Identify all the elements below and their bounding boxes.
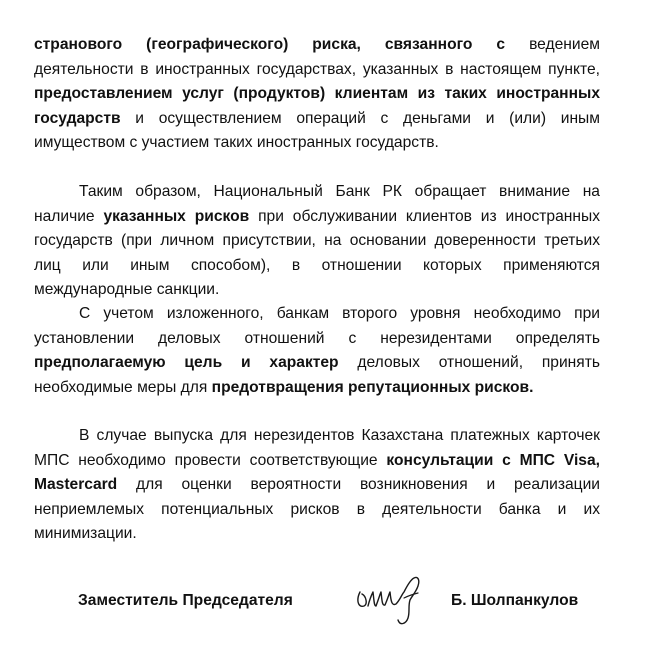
paragraph-attention-notice	[34, 180, 600, 303]
bold-phrase-reputation: предотвращения репутационных рисков.	[211, 378, 534, 396]
signatory-name: Б. Шолпанкулов	[451, 592, 579, 609]
bold-phrase-specified-risks: указанных рисков	[103, 207, 250, 225]
paragraph-text: при обслуживании клиентов из иностранных государств (при личном присутствии, на основании доверенности третьих лиц или иным способом), в отношении которых применяются международные санкции.	[34, 207, 600, 298]
bold-phrase-consultations: консультации с МПС Visa, Mastercard	[34, 451, 600, 493]
paragraph-text: В случае выпуска для нерезидентов Казахстана платежных карточек МПС необходимо провести соответствующие	[34, 427, 600, 469]
paragraph-text: для оценки вероятности возникновения и реализации неприемлемых потенциальных рисков в деятельности банка и их минимизации.	[34, 476, 600, 542]
paragraph-text: ведением деятельности в иностранных государствах, указанных в настоящем пункте,	[34, 36, 600, 78]
signature-block	[0, 562, 646, 632]
bold-phrase-country-risk: странового (географического) риска, связанного с	[34, 36, 506, 53]
paragraph-card-issuance	[34, 424, 600, 547]
signatory-position: Заместитель Председателя	[78, 592, 293, 609]
bold-phrase-purpose: предполагаемую цель и характер	[34, 354, 339, 371]
paragraph-text: деловых отношений, принять необходимые меры для	[34, 354, 600, 396]
paragraph-text: С учетом изложенного, банкам второго уровня необходимо при установлении деловых отношений с нерезидентами определять	[34, 305, 600, 347]
paragraph-text: Таким образом, Национальный Банк РК обращает внимание на наличие	[34, 183, 600, 225]
bold-phrase-services: предоставлением услуг (продуктов) клиентам из таких иностранных государств	[34, 85, 600, 127]
paragraph-bank-requirements	[34, 302, 600, 400]
paragraph-text: и осуществлением операций с деньгами и (или) иным имуществом с участием таких иностранных государств.	[34, 109, 600, 151]
paragraph-risk-description	[34, 33, 600, 156]
handwritten-signature	[352, 562, 434, 632]
